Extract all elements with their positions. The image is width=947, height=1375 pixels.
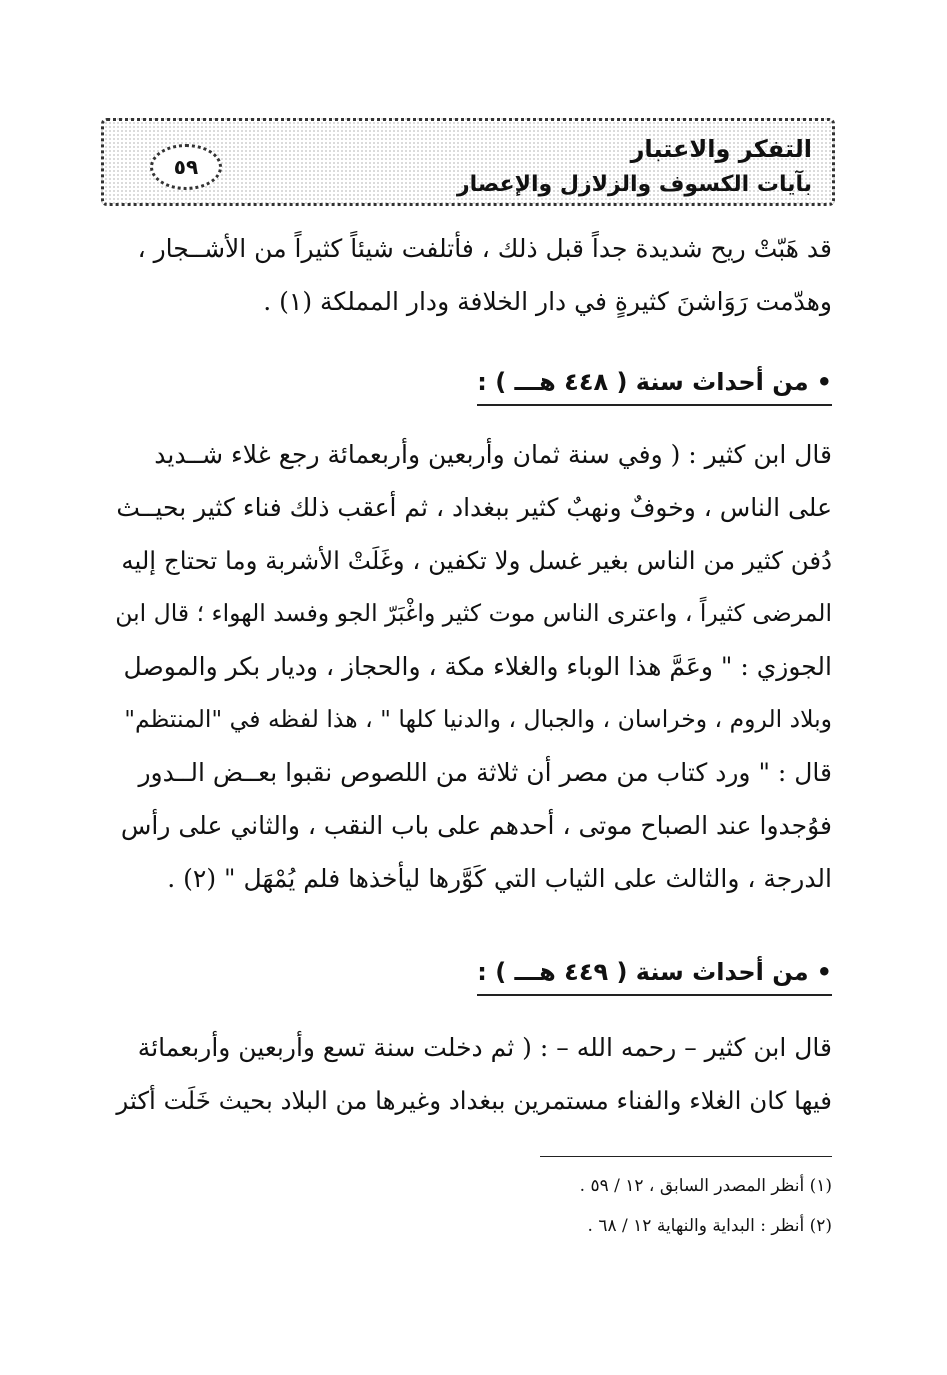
body-line: على الناس ، وخوفٌ ونهبٌ كثير ببغداد ، ثم أعقب ذلك فناء كثير بحيــث: [116, 493, 832, 522]
body-line: قال ابن كثير : ( وفي سنة ثمان وأربعين وأربعمائة رجع غلاء شــديد: [154, 440, 832, 469]
body-line: فيها كان الغلاء والفناء مستمرين ببغداد وغيرها من البلاد بحيث خَلَت أكثر: [116, 1086, 832, 1115]
footnote: (١) أنظر المصدر السابق ، ١٢ / ٥٩ .: [579, 1176, 832, 1196]
body-line: قال ابن كثير – رحمه الله – : ( ثم دخلت سنة تسع وأربعين وأربعمائة: [137, 1033, 832, 1062]
body-line: وهدّمت رَوَاشنَ كثيرةٍ في دار الخلافة ودار المملكة (١) .: [263, 287, 832, 316]
body-line: الجوزي : " وعَمَّ هذا الوباء والغلاء مكة ، والحجاز ، وديار بكر والموصل: [123, 652, 832, 681]
footnotes: [112, 1166, 832, 1246]
header-subtitle: بآيات الكسوف والزلازل والإعصار: [457, 172, 812, 197]
intro-paragraph: [112, 222, 832, 328]
body-line: قال : " ورد كتاب من مصر أن ثلاثة من اللصوص نقبوا بعــض الــدور: [138, 758, 832, 787]
section-448-paragraph: [112, 428, 832, 905]
footnote-divider: [540, 1156, 832, 1157]
body-line: وبلاد الروم ، وخراسان ، والجبال ، والدنيا كلها " ، هذا لفظه في "المنتظم": [124, 705, 832, 733]
body-line: فوُجدوا عند الصباح موتى ، أحدهم على باب النقب ، والثاني على رأس: [120, 811, 832, 840]
section-heading-text: من أحداث سنة ( ٤٤٩ هـــ ) :: [477, 958, 809, 986]
section-heading-449: [477, 954, 832, 996]
body-line: قد هَبّتْ ريح شديدة جداً قبل ذلك ، فأتلفت شيئاً كثيراً من الأشــجار ،: [137, 234, 832, 263]
page-number: ٥٩: [150, 144, 222, 190]
body-line: المرضى كثيراً ، واعترى الناس موت كثير واغْبَرّ الجو وفسد الهواء ؛ قال ابن: [115, 599, 832, 627]
footnote: (٢) أنظر : البداية والنهاية ١٢ / ٦٨ .: [587, 1216, 832, 1236]
section-449-paragraph: [112, 1021, 832, 1127]
body-line: الدرجة ، والثالث على الثياب التي كَوَّرها ليأخذها فلم يُمْهَل " (٢) .: [167, 864, 832, 893]
bullet-icon: •: [816, 958, 832, 986]
section-heading-448: [477, 364, 832, 406]
header-title: التفكر والاعتبار: [630, 135, 812, 163]
bullet-icon: •: [816, 368, 832, 396]
section-heading-text: من أحداث سنة ( ٤٤٨ هـــ ) :: [477, 368, 809, 396]
body-line: دُفن كثير من الناس بغير غسل ولا تكفين ، وغَلَتْ الأشربة وما تحتاج إليه: [121, 546, 832, 575]
running-header: [101, 118, 835, 206]
